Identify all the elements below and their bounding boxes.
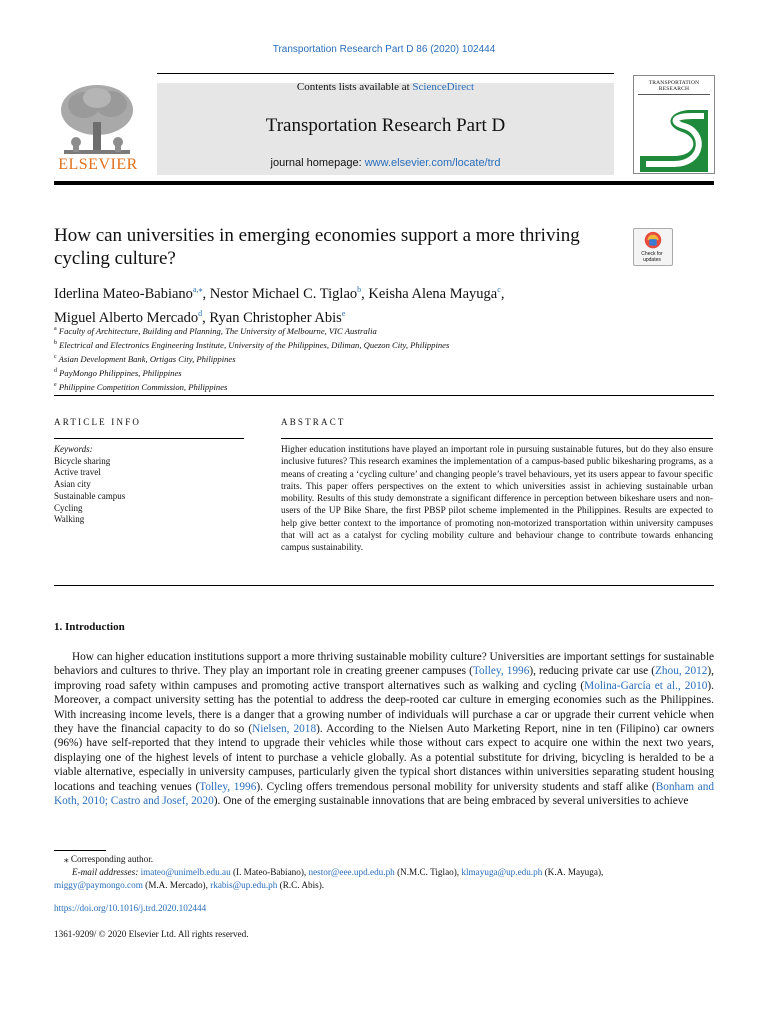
intro-text: ). Cycling offers tremendous personal mobility for university students and staff alike ( — [256, 780, 656, 793]
homepage-prefix: journal homepage: — [270, 157, 365, 169]
affiliation-item — [54, 323, 714, 337]
cover-road-graphic — [634, 92, 714, 172]
intro-text: ). Moreover, a compact university setting has the potential to address the deep-rooted car culture in emerging economies such as the Philippines. With increasing income levels, there is a danger that a growing number of individuals will purchase a car or upgrade their current vehicle when they have the financial capacity to do so ( — [54, 679, 714, 736]
email-link[interactable]: miggy@paymongo.com — [54, 880, 143, 890]
email-owner: (R.C. Abis). — [277, 880, 325, 890]
affiliation-text: Faculty of Architecture, Building and Planning, The University of Melbourne, VIC Australia — [58, 325, 377, 336]
citation-link[interactable]: Nielsen, 2018 — [252, 723, 317, 736]
email-owner: (M.A. Mercado), — [142, 880, 211, 890]
email-addresses — [54, 866, 714, 879]
article-info-heading: ARTICLE INFO — [54, 417, 142, 427]
contents-prefix: Contents lists available at — [296, 81, 413, 93]
author-affiliation-marker[interactable]: c — [497, 285, 501, 294]
intro-text: ), reducing private car use ( — [529, 665, 656, 678]
author-list: Iderlina Mateo-Babiano$^{a,⁎}$, Nestor Michael C. Tiglao$^b$, Keisha Alena Mayuga$^c$, Miguel Alberto Mercado$^d$, Ryan Christopher Abis$^e$ — [54, 285, 505, 326]
author-affiliation-marker[interactable]: e — [341, 308, 346, 318]
article-info-rule — [54, 438, 244, 439]
homepage-link[interactable]: www.elsevier.com/locate/trd — [364, 157, 501, 169]
doi-link[interactable]: https://doi.org/10.1016/j.trd.2020.102444 — [54, 903, 207, 913]
affiliation-marker: e — [54, 382, 57, 389]
citation-link[interactable]: Bonham and Koth, 2010; Castro and Josef, 2020 — [54, 780, 714, 808]
abstract-rule — [281, 438, 713, 439]
section-heading-introduction: 1. Introduction — [54, 621, 125, 633]
introduction-paragraph — [54, 650, 714, 808]
email-owner: (N.M.C. Tiglao), — [394, 867, 462, 877]
email-owner: (K.A. Mayuga), — [542, 867, 604, 877]
journal-homepage-line — [157, 157, 614, 169]
email-label: E-mail addresses: — [72, 867, 139, 877]
affiliation-text: Philippine Competition Commission, Philippines — [58, 382, 228, 393]
crossmark-icon — [634, 230, 672, 252]
affiliation-item — [54, 337, 714, 351]
author-name[interactable]: Keisha Alena Mayuga — [368, 285, 498, 302]
abstract-text: Higher education institutions have played an important role in pursuing sustainable futures, but do they also ensure inclusive futures? This research examines the implementation of a campus-based public bikesharing programs, as a means of creating a ‘cycling culture’ and changing people’s travel behaviours, yet its users appear to favour specific traits. This paper offers perspectives on the extent to which universities assist in achieving sustainable urban mobility. Results of this study demonstrate a significant difference in perception between bikeshare users and non-users of the UP Bike Share, the first PBSP pilot scheme implemented in the Philippines. Results are expected to help give better context to the importance of promoting non-motorized transportation within university campuses that will act as a catalyst for cycling mobility culture and behaviour change to contribute towards enhancing campus sustainability. — [281, 445, 713, 554]
journal-cover-thumbnail[interactable] — [633, 75, 715, 174]
abstract-heading: ABSTRACT — [281, 417, 346, 427]
corresponding-author-note: ⁎ Corresponding author. — [64, 854, 154, 864]
sciencedirect-link[interactable]: ScienceDirect — [412, 81, 475, 93]
affiliation-item — [54, 365, 714, 379]
email-link[interactable]: imateo@unimelb.edu.au — [140, 867, 231, 877]
cover-title: TRANSPORTATION RESEARCH — [648, 80, 700, 92]
keyword-item: Cycling — [54, 502, 83, 513]
footnotes — [54, 853, 714, 892]
email-link[interactable]: rkabis@up.edu.ph — [210, 880, 278, 890]
affiliation-marker: a — [54, 326, 57, 332]
citation-link[interactable]: Tolley, 1996 — [472, 665, 530, 678]
header-divider — [54, 395, 714, 396]
elsevier-wordmark: ELSEVIER — [58, 156, 138, 173]
author-affiliation-marker[interactable]: d — [198, 308, 203, 318]
keyword-item: Active travel — [54, 467, 101, 478]
affiliation-text: Electrical and Electronics Engineering Institute, University of the Philippines, Diliman, Quezon City, Philippines — [59, 339, 450, 350]
affiliation-marker: b — [54, 340, 57, 347]
footnote-rule — [54, 850, 106, 851]
email-link[interactable]: klmayuga@up.edu.ph — [461, 867, 543, 877]
intro-text: ). According to the Nielsen Auto Marketing Report, nine in ten (Filipino) car owners (96%) have self-reported that they intend to upgrade their vehicles while those without cars expect to acquire one within the next two years, displaying one of the highest levels of intent to purchase a vehicle globally. As a potential substitute for driving, bicycling is heralded to be a viable alternative, especially in university campuses, particularly given the typical short distances within universities separating student housing locations and teaching venues ( — [54, 723, 714, 793]
email-owner: (I. Mateo-Babiano), — [230, 867, 309, 877]
contents-available-line — [157, 81, 614, 93]
keyword-item: Walking — [54, 514, 85, 525]
author-affiliation-marker[interactable]: b — [357, 285, 362, 294]
keyword-item: Sustainable campus — [54, 490, 126, 501]
masthead-bottom-rule — [54, 181, 714, 185]
email-link[interactable]: nestor@eee.upd.edu.ph — [308, 867, 395, 877]
citation-link[interactable]: Molina-García et al., 2010 — [584, 679, 708, 692]
journal-citation[interactable]: Transportation Research Part D 86 (2020) 102444 — [272, 44, 496, 55]
affiliation-text: Asian Development Bank, Ortigas City, Philippines — [58, 353, 236, 364]
author-name[interactable]: Ryan Christopher Abis — [209, 309, 342, 326]
email-addresses-continued — [54, 879, 714, 892]
copyright-notice: 1361-9209/ © 2020 Elsevier Ltd. All rights reserved. — [54, 929, 249, 939]
affiliation-marker: d — [54, 368, 57, 375]
affiliation-item — [54, 379, 714, 393]
article-title: How can universities in emerging economies support a more thriving cycling culture? — [54, 225, 580, 269]
intro-text: ). One of the emerging sustainable innovations that are being embraced by several universities to achieve — [213, 795, 689, 808]
affiliation-list — [54, 323, 714, 393]
author-name[interactable]: Iderlina Mateo-Babiano — [54, 285, 193, 302]
intro-text: How can higher education institutions support a more thriving sustainable mobility culture? Universities are important settings for sustainable behaviors and cultures to thrive. They play an important role in creating greener campuses ( — [54, 651, 714, 678]
author-affiliation-marker[interactable]: a,⁎ — [192, 285, 203, 294]
journal-title: Transportation Research Part D — [265, 115, 506, 136]
keywords-list — [54, 444, 244, 526]
affiliation-item — [54, 351, 714, 365]
check-for-updates-label: Check for updates — [641, 251, 663, 263]
masthead-top-rule — [157, 73, 614, 74]
author-name[interactable]: Nestor Michael C. Tiglao — [209, 285, 358, 302]
intro-text: ), improving road safety within campuses and promoting active transport alternatives such as walking and cycling ( — [54, 665, 714, 692]
affiliation-marker: c — [54, 354, 57, 361]
abstract-bottom-rule — [54, 585, 714, 586]
keyword-item: Asian city — [54, 479, 91, 490]
affiliation-text: PayMongo Philippines, Philippines — [59, 368, 182, 379]
citation-link[interactable]: Tolley, 1996 — [199, 780, 257, 793]
citation-link[interactable]: Zhou, 2012 — [655, 665, 708, 678]
keywords-label: Keywords: — [54, 444, 93, 454]
author-name[interactable]: Miguel Alberto Mercado — [54, 309, 199, 326]
keyword-item: Bicycle sharing — [54, 455, 111, 466]
